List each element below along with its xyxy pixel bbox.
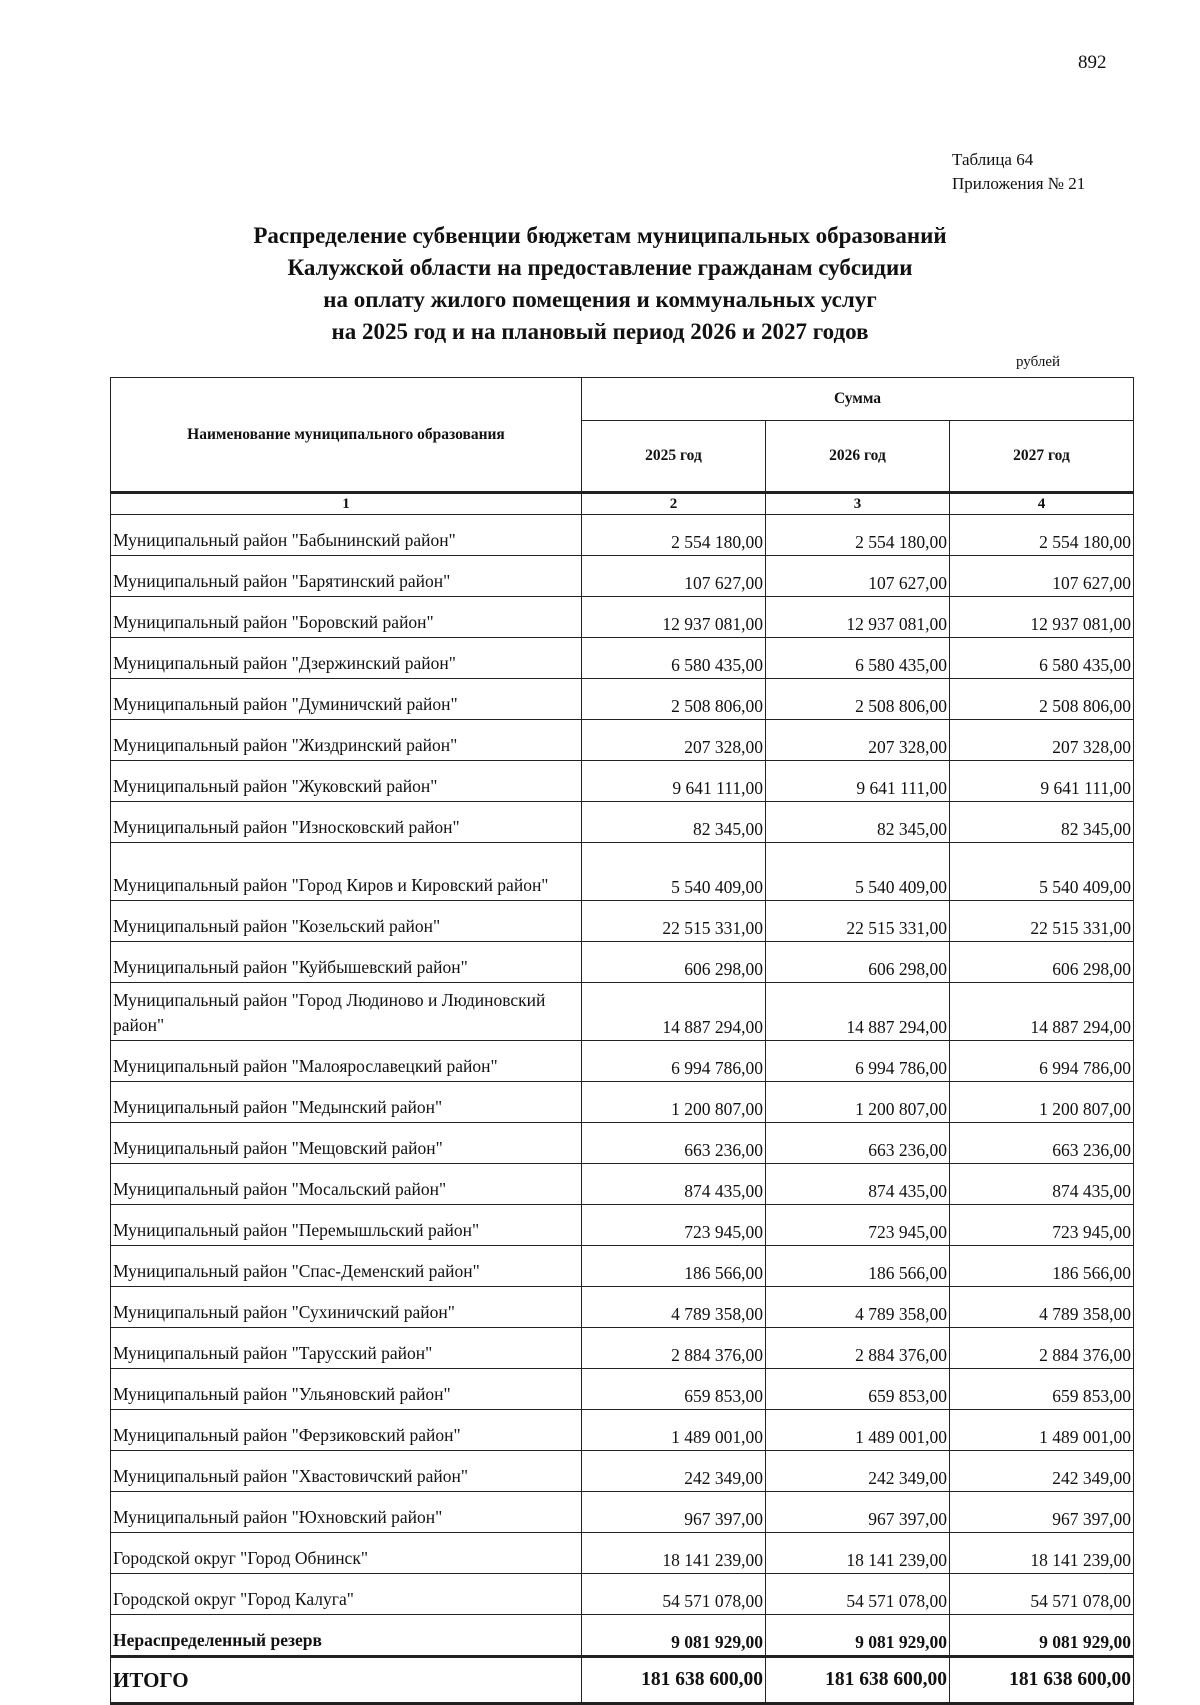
value-2027: 723 945,00 (950, 1205, 1134, 1246)
table-row (111, 556, 1134, 597)
value-2026: 9 081 929,00 (766, 1615, 950, 1657)
district-name: Муниципальный район "Медынский район" (111, 1082, 582, 1123)
district-name: Муниципальный район "Хвастовичский район" (111, 1451, 582, 1492)
value-2025: 181 638 600,00 (582, 1657, 766, 1704)
value-2026: 5 540 409,00 (766, 843, 950, 901)
title-line: Распределение субвенции бюджетам муниципальных образований (253, 223, 947, 248)
value-2025: 242 349,00 (582, 1451, 766, 1492)
value-2027: 14 887 294,00 (950, 983, 1134, 1041)
district-name: Муниципальный район "Юхновский район" (111, 1492, 582, 1533)
value-2027: 12 937 081,00 (950, 597, 1134, 638)
value-2026: 181 638 600,00 (766, 1657, 950, 1704)
district-name: Муниципальный район "Дзержинский район" (111, 638, 582, 679)
value-2027: 606 298,00 (950, 942, 1134, 983)
table-row (111, 1328, 1134, 1369)
value-2027: 9 641 111,00 (950, 761, 1134, 802)
district-name: Муниципальный район "Ферзиковский район" (111, 1410, 582, 1451)
district-name: Муниципальный район "Боровский район" (111, 597, 582, 638)
district-name: Муниципальный район "Думиничский район" (111, 679, 582, 720)
district-name: Муниципальный район "Город Киров и Кировский район" (111, 843, 582, 901)
table-row (111, 1615, 1134, 1657)
value-2027: 186 566,00 (950, 1246, 1134, 1287)
district-name: Муниципальный район "Износковский район" (111, 802, 582, 843)
value-2027: 874 435,00 (950, 1164, 1134, 1205)
value-2025: 186 566,00 (582, 1246, 766, 1287)
units-label: рублей (1016, 354, 1061, 370)
value-2026: 874 435,00 (766, 1164, 950, 1205)
district-name: Муниципальный район "Малоярославецкий район" (111, 1041, 582, 1082)
value-2027: 2 508 806,00 (950, 679, 1134, 720)
table-row (111, 1451, 1134, 1492)
district-name: Муниципальный район "Ульяновский район" (111, 1369, 582, 1410)
value-2027: 107 627,00 (950, 556, 1134, 597)
header-2025: 2025 год (582, 421, 766, 493)
document-title (100, 220, 1100, 348)
value-2026: 207 328,00 (766, 720, 950, 761)
value-2027: 5 540 409,00 (950, 843, 1134, 901)
value-2026: 659 853,00 (766, 1369, 950, 1410)
value-2025: 9 081 929,00 (582, 1615, 766, 1657)
table-row (111, 1246, 1134, 1287)
value-2026: 967 397,00 (766, 1492, 950, 1533)
value-2025: 967 397,00 (582, 1492, 766, 1533)
value-2025: 5 540 409,00 (582, 843, 766, 901)
value-2025: 6 580 435,00 (582, 638, 766, 679)
value-2025: 107 627,00 (582, 556, 766, 597)
value-2026: 2 884 376,00 (766, 1328, 950, 1369)
district-name: Муниципальный район "Город Людиново и Людиновский район" (111, 983, 582, 1041)
district-name: Муниципальный район "Куйбышевский район" (111, 942, 582, 983)
table-row (111, 942, 1134, 983)
table-row (111, 679, 1134, 720)
table-row (111, 1657, 1134, 1704)
value-2025: 6 994 786,00 (582, 1041, 766, 1082)
district-name: ИТОГО (111, 1657, 582, 1704)
column-number: 2 (582, 493, 766, 515)
value-2026: 663 236,00 (766, 1123, 950, 1164)
value-2027: 54 571 078,00 (950, 1574, 1134, 1615)
value-2026: 1 200 807,00 (766, 1082, 950, 1123)
table-row (111, 843, 1134, 901)
title-line: на оплату жилого помещения и коммунальных услуг (323, 287, 877, 312)
value-2027: 4 789 358,00 (950, 1287, 1134, 1328)
value-2027: 22 515 331,00 (950, 901, 1134, 942)
value-2025: 2 884 376,00 (582, 1328, 766, 1369)
district-name: Муниципальный район "Тарусский район" (111, 1328, 582, 1369)
table-ref-line: Приложения № 21 (952, 174, 1086, 193)
table-row (111, 761, 1134, 802)
value-2026: 14 887 294,00 (766, 983, 950, 1041)
table-ref-line: Таблица 64 (952, 150, 1034, 169)
district-name: Муниципальный район "Бабынинский район" (111, 515, 582, 556)
table-row (111, 1574, 1134, 1615)
value-2025: 663 236,00 (582, 1123, 766, 1164)
table-body (111, 493, 1134, 1704)
value-2025: 54 571 078,00 (582, 1574, 766, 1615)
value-2026: 2 554 180,00 (766, 515, 950, 556)
district-name: Муниципальный район "Барятинский район" (111, 556, 582, 597)
subvention-table (110, 377, 1134, 1705)
column-number: 1 (111, 493, 582, 515)
value-2025: 606 298,00 (582, 942, 766, 983)
value-2025: 22 515 331,00 (582, 901, 766, 942)
district-name: Городской округ "Город Обнинск" (111, 1533, 582, 1574)
table-row (111, 1205, 1134, 1246)
value-2027: 1 489 001,00 (950, 1410, 1134, 1451)
table-row (111, 1492, 1134, 1533)
value-2026: 723 945,00 (766, 1205, 950, 1246)
value-2026: 2 508 806,00 (766, 679, 950, 720)
district-name: Городской округ "Город Калуга" (111, 1574, 582, 1615)
value-2025: 2 508 806,00 (582, 679, 766, 720)
value-2027: 1 200 807,00 (950, 1082, 1134, 1123)
value-2027: 6 994 786,00 (950, 1041, 1134, 1082)
value-2026: 6 580 435,00 (766, 638, 950, 679)
value-2025: 14 887 294,00 (582, 983, 766, 1041)
table-row (111, 1287, 1134, 1328)
value-2026: 6 994 786,00 (766, 1041, 950, 1082)
value-2026: 22 515 331,00 (766, 901, 950, 942)
column-number-row (111, 493, 1134, 515)
table-row (111, 720, 1134, 761)
value-2027: 9 081 929,00 (950, 1615, 1134, 1657)
value-2027: 659 853,00 (950, 1369, 1134, 1410)
table-row (111, 802, 1134, 843)
value-2025: 659 853,00 (582, 1369, 766, 1410)
district-name: Муниципальный район "Козельский район" (111, 901, 582, 942)
district-name: Муниципальный район "Мещовский район" (111, 1123, 582, 1164)
table-row (111, 515, 1134, 556)
value-2027: 242 349,00 (950, 1451, 1134, 1492)
district-name: Муниципальный район "Жуковский район" (111, 761, 582, 802)
value-2025: 9 641 111,00 (582, 761, 766, 802)
district-name: Муниципальный район "Перемышльский район" (111, 1205, 582, 1246)
value-2025: 4 789 358,00 (582, 1287, 766, 1328)
value-2025: 82 345,00 (582, 802, 766, 843)
value-2026: 18 141 239,00 (766, 1533, 950, 1574)
value-2026: 4 789 358,00 (766, 1287, 950, 1328)
column-number: 4 (950, 493, 1134, 515)
value-2025: 12 937 081,00 (582, 597, 766, 638)
table-row (111, 1164, 1134, 1205)
value-2027: 663 236,00 (950, 1123, 1134, 1164)
table-reference (952, 148, 1085, 196)
value-2026: 1 489 001,00 (766, 1410, 950, 1451)
district-name: Муниципальный район "Жиздринский район" (111, 720, 582, 761)
column-number: 3 (766, 493, 950, 515)
value-2025: 1 489 001,00 (582, 1410, 766, 1451)
table-row (111, 1533, 1134, 1574)
title-line: на 2025 год и на плановый период 2026 и 2027 годов (331, 319, 869, 344)
header-sum: Сумма (582, 378, 1134, 421)
value-2027: 181 638 600,00 (950, 1657, 1134, 1704)
header-name: Наименование муниципального образования (111, 378, 582, 493)
value-2027: 207 328,00 (950, 720, 1134, 761)
table-row (111, 1123, 1134, 1164)
value-2027: 2 884 376,00 (950, 1328, 1134, 1369)
table-row (111, 638, 1134, 679)
table-row (111, 901, 1134, 942)
district-name: Муниципальный район "Спас-Деменский район" (111, 1246, 582, 1287)
value-2026: 12 937 081,00 (766, 597, 950, 638)
value-2026: 82 345,00 (766, 802, 950, 843)
header-row (111, 378, 1134, 421)
district-name: Нераспределенный резерв (111, 1615, 582, 1657)
value-2025: 18 141 239,00 (582, 1533, 766, 1574)
value-2026: 606 298,00 (766, 942, 950, 983)
value-2026: 54 571 078,00 (766, 1574, 950, 1615)
page-number: 892 (1078, 52, 1107, 73)
header-2026: 2026 год (766, 421, 950, 493)
value-2025: 2 554 180,00 (582, 515, 766, 556)
table-row (111, 597, 1134, 638)
value-2025: 207 328,00 (582, 720, 766, 761)
value-2027: 82 345,00 (950, 802, 1134, 843)
district-name: Муниципальный район "Мосальский район" (111, 1164, 582, 1205)
value-2025: 1 200 807,00 (582, 1082, 766, 1123)
district-name: Муниципальный район "Сухиничский район" (111, 1287, 582, 1328)
table-row (111, 1082, 1134, 1123)
value-2027: 18 141 239,00 (950, 1533, 1134, 1574)
value-2027: 2 554 180,00 (950, 515, 1134, 556)
value-2027: 6 580 435,00 (950, 638, 1134, 679)
value-2027: 967 397,00 (950, 1492, 1134, 1533)
value-2025: 874 435,00 (582, 1164, 766, 1205)
title-line: Калужской области на предоставление гражданам субсидии (287, 255, 913, 280)
header-2027: 2027 год (950, 421, 1134, 493)
value-2026: 242 349,00 (766, 1451, 950, 1492)
value-2025: 723 945,00 (582, 1205, 766, 1246)
table-row (111, 983, 1134, 1041)
value-2026: 186 566,00 (766, 1246, 950, 1287)
table-row (111, 1369, 1134, 1410)
table-row (111, 1410, 1134, 1451)
value-2026: 107 627,00 (766, 556, 950, 597)
table-row (111, 1041, 1134, 1082)
value-2026: 9 641 111,00 (766, 761, 950, 802)
